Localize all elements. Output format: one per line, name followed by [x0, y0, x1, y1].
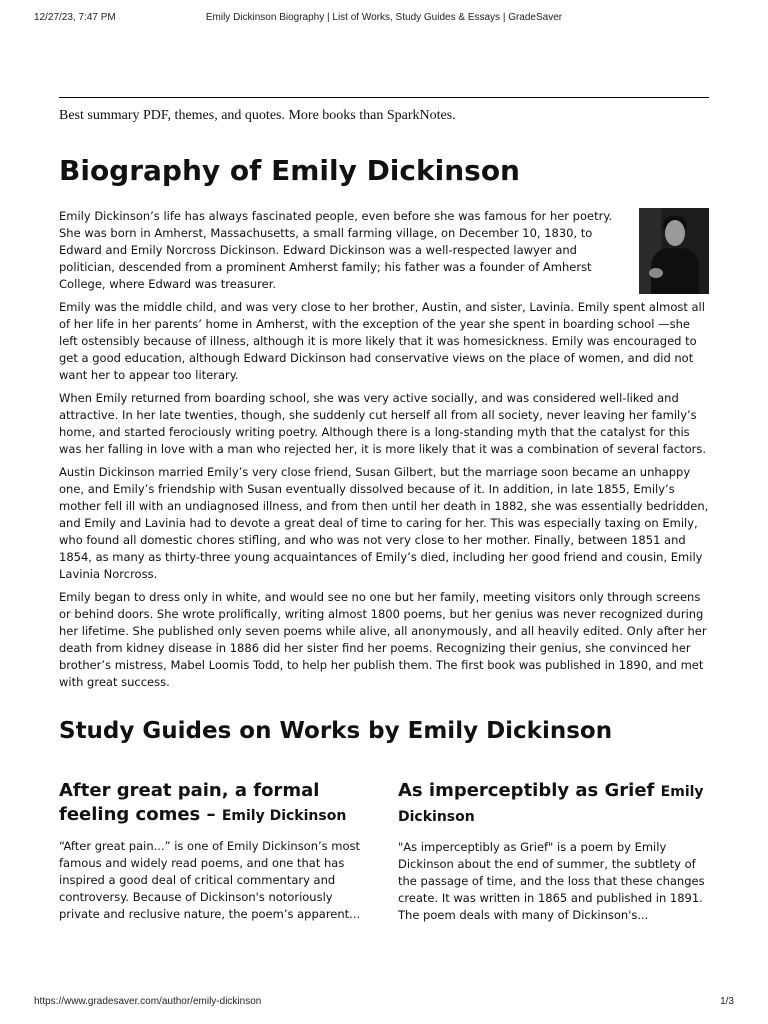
study-guide-list — [59, 779, 709, 924]
portrait-image — [639, 208, 709, 294]
page-url: https://www.gradesaver.com/author/emily-dickinson — [34, 996, 262, 1007]
bio-paragraph: When Emily returned from boarding school, she was very active socially, and was considered well-liked and attractive. In her late twenties, though, she suddenly cut herself all from all society, never leaving her family’s home, and started ferociously writing poetry. Although there is a long-standing myth that the catalyst for this was her falling in love with a man who rejected her, it is more likely that it was a combination of several factors. — [59, 391, 707, 456]
print-datetime: 12/27/23, 7:47 PM — [34, 12, 116, 23]
study-guide-author: Emily Dickinson — [221, 808, 347, 824]
study-guide-title-link[interactable] — [398, 779, 709, 829]
page-title: Biography of Emily Dickinson — [59, 154, 520, 187]
study-guide-title-link[interactable] — [59, 779, 370, 828]
bio-paragraph: Emily began to dress only in white, and would see no one but her family, meeting visitors only through screens or behind doors. She wrote prolifically, writing almost 1800 poems, but her genius was never recognized during her lifetime. She published only seven poems while alive, all anonymously, and all heavily edited. Only after her death from kidney disease in 1886 did her sister find her poems. Recognizing their genius, she convinced her brother’s mistress, Mabel Loomis Todd, to help her publish them. The first book was published in 1890, and met with great success. — [59, 590, 707, 689]
study-guide-summary: "As imperceptibly as Grief" is a poem by Emily Dickinson about the end of summer, the subtlety of the passage of time, and the loss that these changes create. It was written in 1865 and published in 1891. The poem deals with many of Dickinson's... — [398, 840, 705, 922]
top-divider — [59, 97, 709, 98]
page-number: 1/3 — [720, 996, 734, 1007]
tagline: Best summary PDF, themes, and quotes. More books than SparkNotes. — [59, 108, 456, 123]
bio-paragraph: Emily was the middle child, and was very close to her brother, Austin, and sister, Lavinia. Emily spent almost all of her life in her parents’ home in Amherst, with the exception of the year she spent in boarding school —she left ostensibly because of illness, although it is more likely that it was homesickness. Emily was encouraged to get a good education, although Edward Dickinson had conservative views on the place of women, and did not want her to appear too literary. — [59, 300, 705, 382]
study-guide-author: Emily Dickinson — [398, 784, 704, 825]
print-page-title: Emily Dickinson Biography | List of Works, Study Guides & Essays | GradeSaver — [205, 12, 563, 23]
study-guide-card[interactable] — [398, 779, 709, 924]
bio-paragraph: Austin Dickinson married Emily’s very close friend, Susan Gilbert, but the marriage soon became an unhappy one, and Emily’s friendship with Susan eventually dissolved because of it. In addition, in late 1855, Emily’s mother fell ill with an undiagnosed illness, and from then until her death in 1882, she was essentially bedridden, and Emily and Lavinia had to devote a great deal of time to caring for her. This was especially taxing on Emily, who found all domestic chores stifling, and who was not very close to her mother. Finally, between 1851 and 1854, as many as thirty-three young acquaintances of Emily’s died, including her good friend and cousin, Emily Lavinia Norcross. — [59, 465, 709, 581]
study-guide-summary: “After great pain...” is one of Emily Dickinson’s most famous and widely read poems, and one that has inspired a good deal of critical commentary and controversy. Because of Dickinson's notoriously private and reclusive nature, the poem’s apparent... — [59, 839, 361, 921]
study-guide-card[interactable] — [59, 779, 370, 924]
bio-paragraph: Emily Dickinson’s life has always fascinated people, even before she was famous for her poetry. She was born in Amherst, Massachusetts, a small farming village, on December 10, 1830, to Edward and Emily Norcross Dickinson. Edward Dickinson was a well-respected lawyer and politician, descended from a prominent Amherst family; his father was a founder of Amherst College, where Edward was treasurer. — [59, 209, 613, 291]
biography — [59, 208, 709, 691]
study-guide-title[interactable]: After great pain, a formal feeling comes – — [59, 780, 320, 825]
study-guides-heading: Study Guides on Works by Emily Dickinson — [59, 718, 613, 744]
main-content — [59, 97, 709, 924]
study-guide-title[interactable]: As imperceptibly as Grief — [398, 780, 655, 801]
